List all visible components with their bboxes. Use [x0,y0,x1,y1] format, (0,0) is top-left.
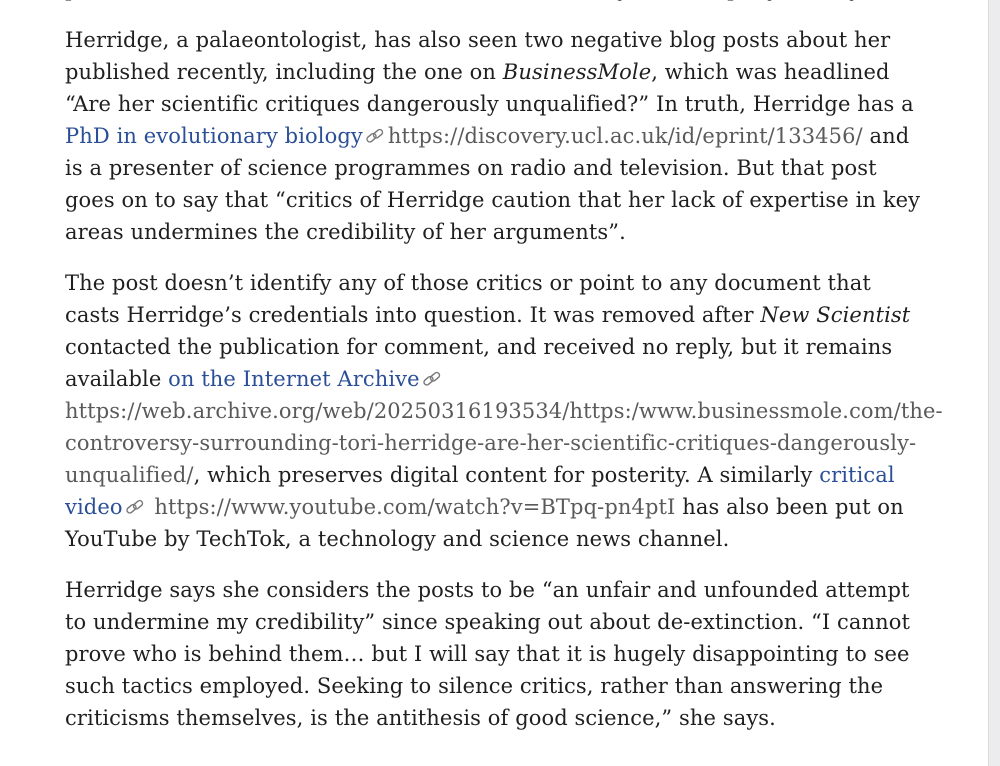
critical-video-link[interactable]: critical video [65,463,895,519]
link-chain-icon [365,128,385,144]
phd-url[interactable]: https://discovery.ucl.ac.uk/id/eprint/133456/ [387,124,863,148]
internet-archive-link[interactable]: on the Internet Archive [168,367,420,391]
paragraph-1 [65,24,927,248]
p2-text-3: , which preserves digital content for posterity. A similarly [193,463,820,487]
p1-text-2: , which was headlined “Are her scientific critiques dangerously unqualified?” In truth, Herridge has a [65,60,914,116]
p2-text-1: The post doesn’t identify any of those critics or point to any document that casts Herridge’s credentials into question. It was removed after [65,271,871,327]
critical-video-url[interactable]: https://www.youtube.com/watch?v=BTpq-pn4ptI [154,495,676,519]
link-chain-icon [422,371,442,387]
paragraph-2 [65,267,943,555]
paragraph-0 [65,0,927,5]
p1-text-3: and is a presenter of science programmes on radio and television. But that post goes on to say that “critics of Herridge caution that her lack of expertise in key areas undermines the credibility of her arguments”. [65,124,921,244]
phd-link[interactable]: PhD in evolutionary biology [65,124,363,148]
p2-text-4: has also been put on YouTube by TechTok, a technology and science news channel. [65,495,904,551]
p1-publication-name: BusinessMole [502,60,652,84]
paragraph-0-text [65,0,896,1]
p2-publication-name: New Scientist [760,303,911,327]
link-chain-icon [125,499,145,515]
paragraph-3-text: Herridge says she considers the posts to be “an unfair and unfounded attempt to undermine my credibility” since speaking out about de-extinction. “I cannot prove who is behind them… but I will say that it is hugely disappointing to see such tactics employed. Seeking to silence critics, rather than answering the criticisms themselves, is the antithesis of good science,” she says. [65,578,911,730]
p2-text-2: contacted the publication for comment, and received no reply, but it remains available [65,335,893,391]
page-edge [989,0,1000,766]
internet-archive-url[interactable]: https://web.archive.org/web/20250316193534/https:/www.businessmole.com/the-controversy-surrounding-tori-herridge-are-her-scientific-critiques-dangerously-unqualified/ [65,399,943,487]
paragraph-3 [65,574,927,734]
article-body [65,0,943,753]
p1-text-1: Herridge, a palaeontologist, has also seen two negative blog posts about her published recently, including the one on [65,28,891,84]
